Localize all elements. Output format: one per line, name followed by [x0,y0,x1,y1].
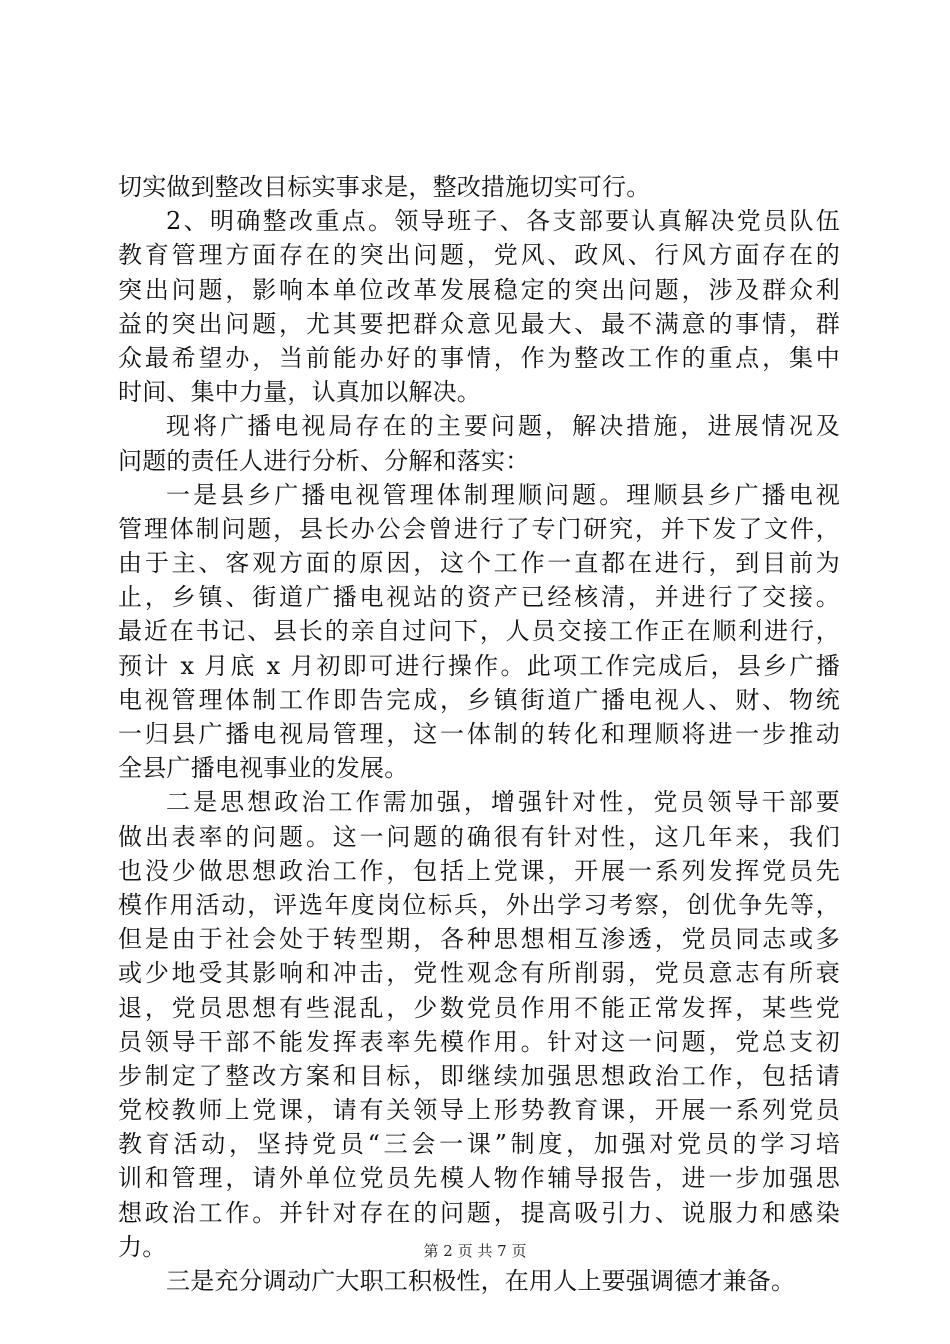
text-line: 也没少做思想政治工作，包括上党课，开展一系列发挥党员先 [118,856,840,885]
text-line: 全县广播电视事业的发展。 [118,754,409,783]
text-line: 由于主、客观方面的原因，这个工作一直都在进行，到目前为 [118,549,840,578]
page-footer: 第 2 页 共 7 页 [423,1242,527,1260]
text-line: 一归县广播电视局管理，这一体制的转化和理顺将进一步推动 [118,720,840,748]
text-line: 做出表率的问题。这一问题的确很有针对性，这几年来，我们 [118,822,840,851]
text-line: 二是思想政治工作需加强，增强针对性，党员领导干部要 [166,788,840,817]
text-line: 现将广播电视局存在的主要问题，解决措施，进展情况及 [166,412,840,441]
text-line: 教育活动，坚持党员“三会一课”制度，加强对党员的学习培 [118,1130,840,1159]
text-line: 问题的责任人进行分析、分解和落实： [118,446,530,475]
paragraph [118,478,840,786]
document-body [118,170,840,1298]
text-line: 止，乡镇、街道广播电视站的资产已经核清，并进行了交接。 [118,583,840,612]
text-line: 教育管理方面存在的突出问题，党风、政风、行风方面存在的 [118,241,840,270]
paragraph [118,1264,840,1298]
text-line: 员领导干部不能发挥表率先模作用。针对这一问题，党总支初 [118,1027,840,1056]
text-line: 最近在书记、县长的亲自过问下，人员交接工作正在顺利进行， [118,617,840,646]
text-line: 党校教师上党课，请有关领导上形势教育课，开展一系列党员 [118,1096,840,1125]
paragraph [118,170,840,204]
text-line: 步制定了整改方案和目标，即继续加强思想政治工作，包括请 [118,1061,840,1090]
text-line: 一是县乡广播电视管理体制理顺问题。理顺县乡广播电视 [166,480,840,509]
paragraph [118,204,840,409]
text-line: 益的突出问题，尤其要把群众意见最大、最不满意的事情，群 [118,309,840,338]
text-line: 训和管理，请外单位党员先模人物作辅导报告，进一步加强思 [118,1164,840,1193]
text-line: 突出问题，影响本单位改革发展稳定的突出问题，涉及群众利 [118,275,840,304]
text-line: 或少地受其影响和冲击，党性观念有所削弱，党员意志有所衰 [118,959,840,988]
text-line: 但是由于社会处于转型期，各种思想相互渗透，党员同志或多 [118,925,840,954]
text-line: 退，党员思想有些混乱，少数党员作用不能正常发挥，某些党 [118,993,840,1022]
text-line: 众最希望办，当前能办好的事情，作为整改工作的重点，集中 [118,343,840,372]
text-line: 电视管理体制工作即告完成，乡镇街道广播电视人、财、物统 [118,685,840,714]
text-line: 想政治工作。并针对存在的问题，提高吸引力、说服力和感染 [118,1198,840,1227]
paragraph [118,409,840,477]
text-line: 切实做到整改目标实事求是，整改措施切实可行。 [118,173,651,201]
text-line: 时间、集中力量，认真加以解决。 [118,378,481,407]
text-line: 力。 [118,1232,167,1261]
text-line: 模作用活动，评选年度岗位标兵，外出学习考察，创优争先等， [118,890,840,919]
text-line: 预计 x 月底 x 月初即可进行操作。此项工作完成后，县乡广播 [118,651,840,680]
text-line: 三是充分调动广大职工积极性，在用人上要强调德才兼备。 [166,1267,796,1295]
text-line: 2、明确整改重点。领导班子、各支部要认真解决党员队伍 [166,207,840,236]
text-line: 管理体制问题，县长办公会曾进行了专门研究，并下发了文件， [118,514,840,543]
paragraph [118,785,840,1264]
